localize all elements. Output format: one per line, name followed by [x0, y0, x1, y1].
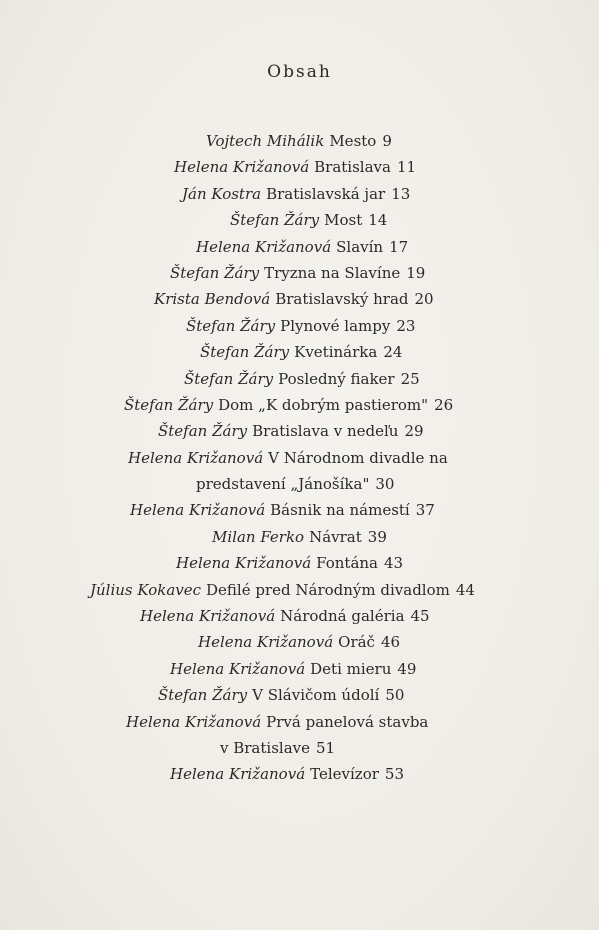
toc-entry — [124, 392, 544, 418]
toc-author: Helena Križanová — [140, 607, 276, 626]
toc-entry — [186, 313, 599, 339]
toc-author: Ján Kostra — [182, 184, 262, 203]
toc-page-number: 14 — [368, 211, 388, 230]
toc-page-number: 25 — [400, 369, 420, 388]
toc-entry — [158, 418, 578, 444]
toc-title: Bratislava — [314, 158, 391, 177]
toc-author: Štefan Žáry — [184, 369, 274, 388]
toc-author: Helena Križanová — [174, 158, 310, 177]
table-of-contents — [90, 128, 520, 788]
toc-author: Štefan Žáry — [170, 263, 260, 282]
toc-entry — [170, 656, 590, 682]
toc-entry — [174, 154, 594, 180]
toc-title: V Národnom divadle na — [268, 448, 448, 467]
toc-title: Tryzna na Slavíne — [264, 263, 401, 282]
toc-author: Štefan Žáry — [158, 422, 248, 441]
toc-page-number: 11 — [396, 158, 417, 177]
toc-entry — [220, 735, 599, 761]
toc-page-number: 49 — [397, 659, 417, 678]
toc-entry — [212, 524, 599, 550]
toc-title: Kvetinárka — [294, 343, 378, 362]
toc-entry — [140, 603, 560, 629]
toc-author: Vojtech Mihálik — [206, 132, 325, 150]
toc-title: Bratislava v nedeľu — [252, 422, 399, 441]
toc-page-number: 9 — [382, 132, 392, 150]
toc-author: Július Kokavec — [90, 580, 202, 599]
toc-title: Dom „K dobrým pastierom" — [218, 395, 429, 414]
toc-entry — [230, 207, 599, 233]
toc-author: Helena Križanová — [130, 501, 266, 520]
toc-entry — [154, 286, 574, 312]
toc-entry — [196, 234, 599, 260]
toc-page-number: 45 — [410, 607, 430, 626]
toc-title: Plynové lampy — [280, 316, 391, 335]
toc-page-number: 30 — [375, 475, 395, 494]
toc-author: Štefan Žáry — [158, 686, 248, 705]
toc-title: predstavení „Jánošíka" — [196, 475, 370, 494]
toc-title: Prvá panelová stavba — [266, 712, 429, 731]
toc-page-number: 20 — [414, 290, 434, 309]
toc-author: Helena Križanová — [196, 237, 332, 256]
toc-page-number: 46 — [380, 633, 401, 652]
toc-author: Štefan Žáry — [200, 343, 290, 362]
toc-title: Návrat — [309, 527, 362, 546]
toc-entry — [206, 128, 599, 154]
toc-title: Bratislavská jar — [266, 184, 386, 203]
toc-page-number: 44 — [455, 580, 475, 599]
toc-entry — [130, 497, 550, 523]
toc-entry — [184, 366, 599, 392]
toc-page-number: 51 — [316, 738, 336, 757]
toc-title: Most — [324, 211, 363, 230]
toc-title: v Bratislave — [220, 738, 310, 757]
toc-author: Štefan Žáry — [230, 211, 320, 230]
toc-entry — [176, 550, 596, 576]
toc-title: Mesto — [329, 132, 377, 150]
toc-title: V Slávičom údolí — [252, 686, 380, 705]
toc-entry — [158, 682, 578, 708]
toc-title: Defilé pred Národným divadlom — [206, 580, 450, 599]
toc-page-number: 29 — [404, 422, 424, 441]
toc-author: Helena Križanová — [176, 554, 312, 573]
toc-author: Helena Križanová — [128, 448, 264, 467]
toc-entry — [128, 445, 548, 471]
toc-entry — [126, 709, 546, 735]
toc-entry — [196, 471, 599, 497]
toc-title: Národná galéria — [280, 607, 405, 626]
toc-title: Televízor — [310, 765, 379, 784]
toc-author: Helena Križanová — [198, 633, 334, 652]
toc-page-number: 37 — [415, 501, 435, 520]
toc-title: Oráč — [338, 633, 375, 652]
toc-entry — [90, 577, 510, 603]
toc-title: Deti mieru — [310, 659, 392, 678]
toc-author: Štefan Žáry — [186, 316, 276, 335]
toc-title: Bratislavský hrad — [275, 290, 409, 309]
toc-page-number: 13 — [391, 184, 411, 203]
toc-page-number: 17 — [389, 237, 409, 256]
toc-entry — [170, 761, 590, 787]
toc-title: Fontána — [316, 554, 378, 573]
page-title: Obsah — [267, 62, 332, 82]
toc-page-number: 50 — [385, 686, 405, 705]
toc-page-number: 53 — [384, 765, 405, 784]
toc-author: Milan Ferko — [212, 527, 305, 546]
toc-entry — [200, 339, 599, 365]
toc-entry — [170, 260, 590, 286]
toc-page-number: 39 — [367, 527, 387, 546]
toc-author: Helena Križanová — [170, 765, 306, 784]
toc-page-number: 19 — [406, 263, 426, 282]
toc-page-number: 26 — [434, 395, 454, 414]
toc-author: Helena Križanová — [126, 712, 262, 731]
toc-author: Krista Bendová — [154, 290, 271, 309]
toc-entry — [182, 181, 599, 207]
toc-page-number: 43 — [384, 554, 404, 573]
toc-page-number: 23 — [396, 316, 416, 335]
toc-page-number: 24 — [383, 343, 403, 362]
toc-author: Štefan Žáry — [124, 395, 214, 414]
toc-title: Posledný fiaker — [278, 369, 395, 388]
toc-title: Slavín — [336, 237, 384, 256]
toc-entry — [198, 629, 599, 655]
toc-author: Helena Križanová — [170, 659, 306, 678]
toc-title: Básnik na námestí — [270, 501, 410, 520]
